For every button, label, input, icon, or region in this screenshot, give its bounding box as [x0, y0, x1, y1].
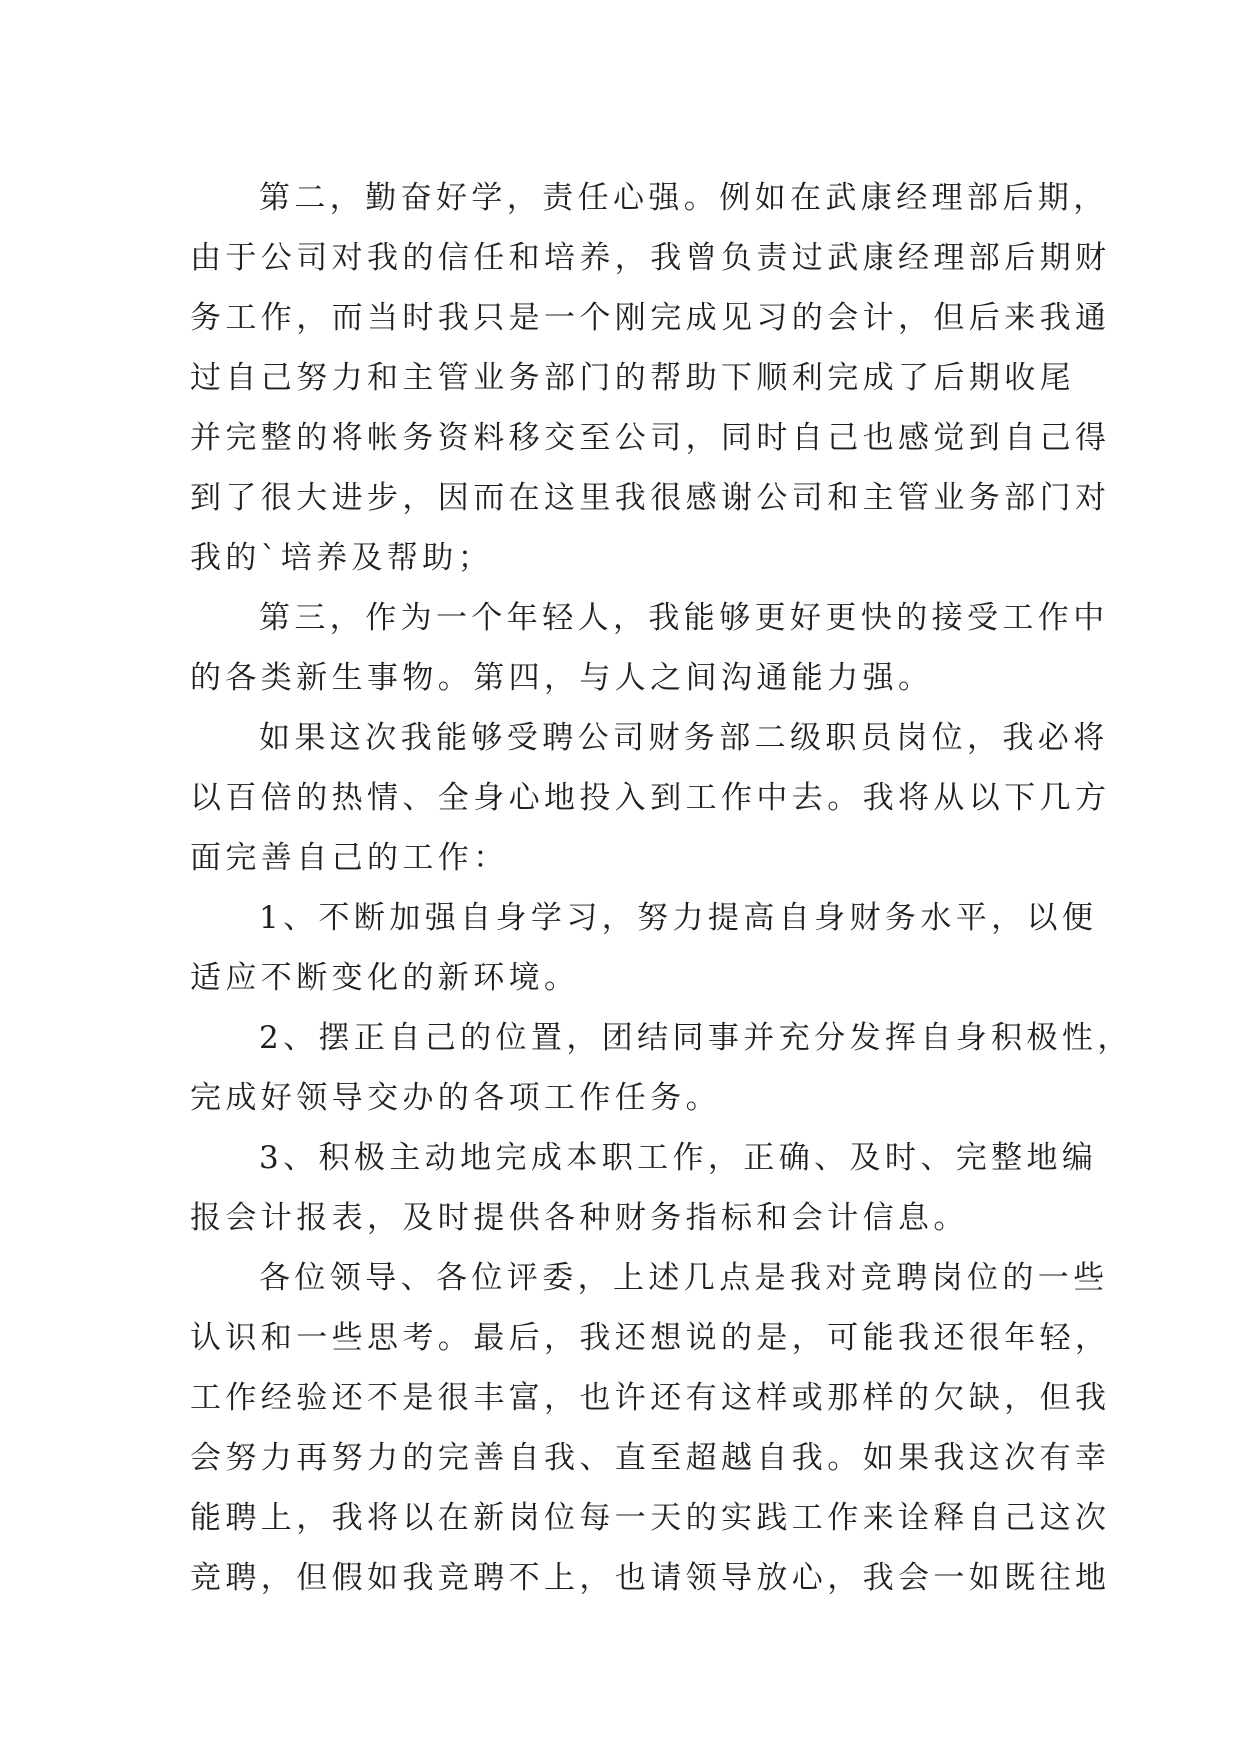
text-line: 竞聘，但假如我竞聘不上，也请领导放心，我会一如既往地 [190, 1560, 1111, 1596]
text-line: 过自己努力和主管业务部门的帮助下顺利完成了后期收尾 [190, 360, 1075, 396]
text-line: 到了很大进步，因而在这里我很感谢公司和主管业务部门对 [190, 480, 1111, 516]
text-line: 能聘上，我将以在新岗位每一天的实践工作来诠释自己这次 [190, 1500, 1111, 1536]
text-line: 如果这次我能够受聘公司财务部二级职员岗位，我必将 [259, 720, 1109, 756]
text-line: 会努力再努力的完善自我、直至超越自我。如果我这次有幸 [190, 1440, 1111, 1476]
text-line: 认识和一些思考。最后，我还想说的是，可能我还很年轻， [190, 1320, 1111, 1356]
text-line: 完成好领导交办的各项工作任务。 [190, 1080, 721, 1116]
text-line: 由于公司对我的信任和培养，我曾负责过武康经理部后期财 [190, 240, 1111, 276]
text-line: 第三，作为一个年轻人，我能够更好更快的接受工作中 [259, 600, 1109, 636]
text-line: 我的`培养及帮助； [190, 540, 494, 576]
text-line: 第二，勤奋好学，责任心强。例如在武康经理部后期， [259, 180, 1109, 216]
text-line: 2、摆正自己的位置，团结同事并充分发挥自身积极性， [259, 1020, 1133, 1056]
text-line: 报会计报表，及时提供各种财务指标和会计信息。 [190, 1200, 969, 1236]
text-line: 的各类新生事物。第四，与人之间沟通能力强。 [190, 660, 934, 696]
text-line: 以百倍的热情、全身心地投入到工作中去。我将从以下几方 [190, 780, 1111, 816]
text-line: 1、不断加强自身学习，努力提高自身财务水平，以便 [259, 900, 1098, 936]
text-line: 面完善自己的工作： [190, 840, 509, 876]
text-line: 工作经验还不是很丰富，也许还有这样或那样的欠缺，但我 [190, 1380, 1111, 1416]
document-body [190, 168, 1133, 1608]
text-line: 并完整的将帐务资料移交至公司，同时自己也感觉到自己得 [190, 420, 1111, 456]
text-line: 务工作，而当时我只是一个刚完成见习的会计，但后来我通 [190, 300, 1111, 336]
text-line: 适应不断变化的新环境。 [190, 960, 580, 996]
text-line: 3、积极主动地完成本职工作，正确、及时、完整地编 [259, 1140, 1098, 1176]
text-line: 各位领导、各位评委，上述几点是我对竞聘岗位的一些 [259, 1260, 1109, 1296]
